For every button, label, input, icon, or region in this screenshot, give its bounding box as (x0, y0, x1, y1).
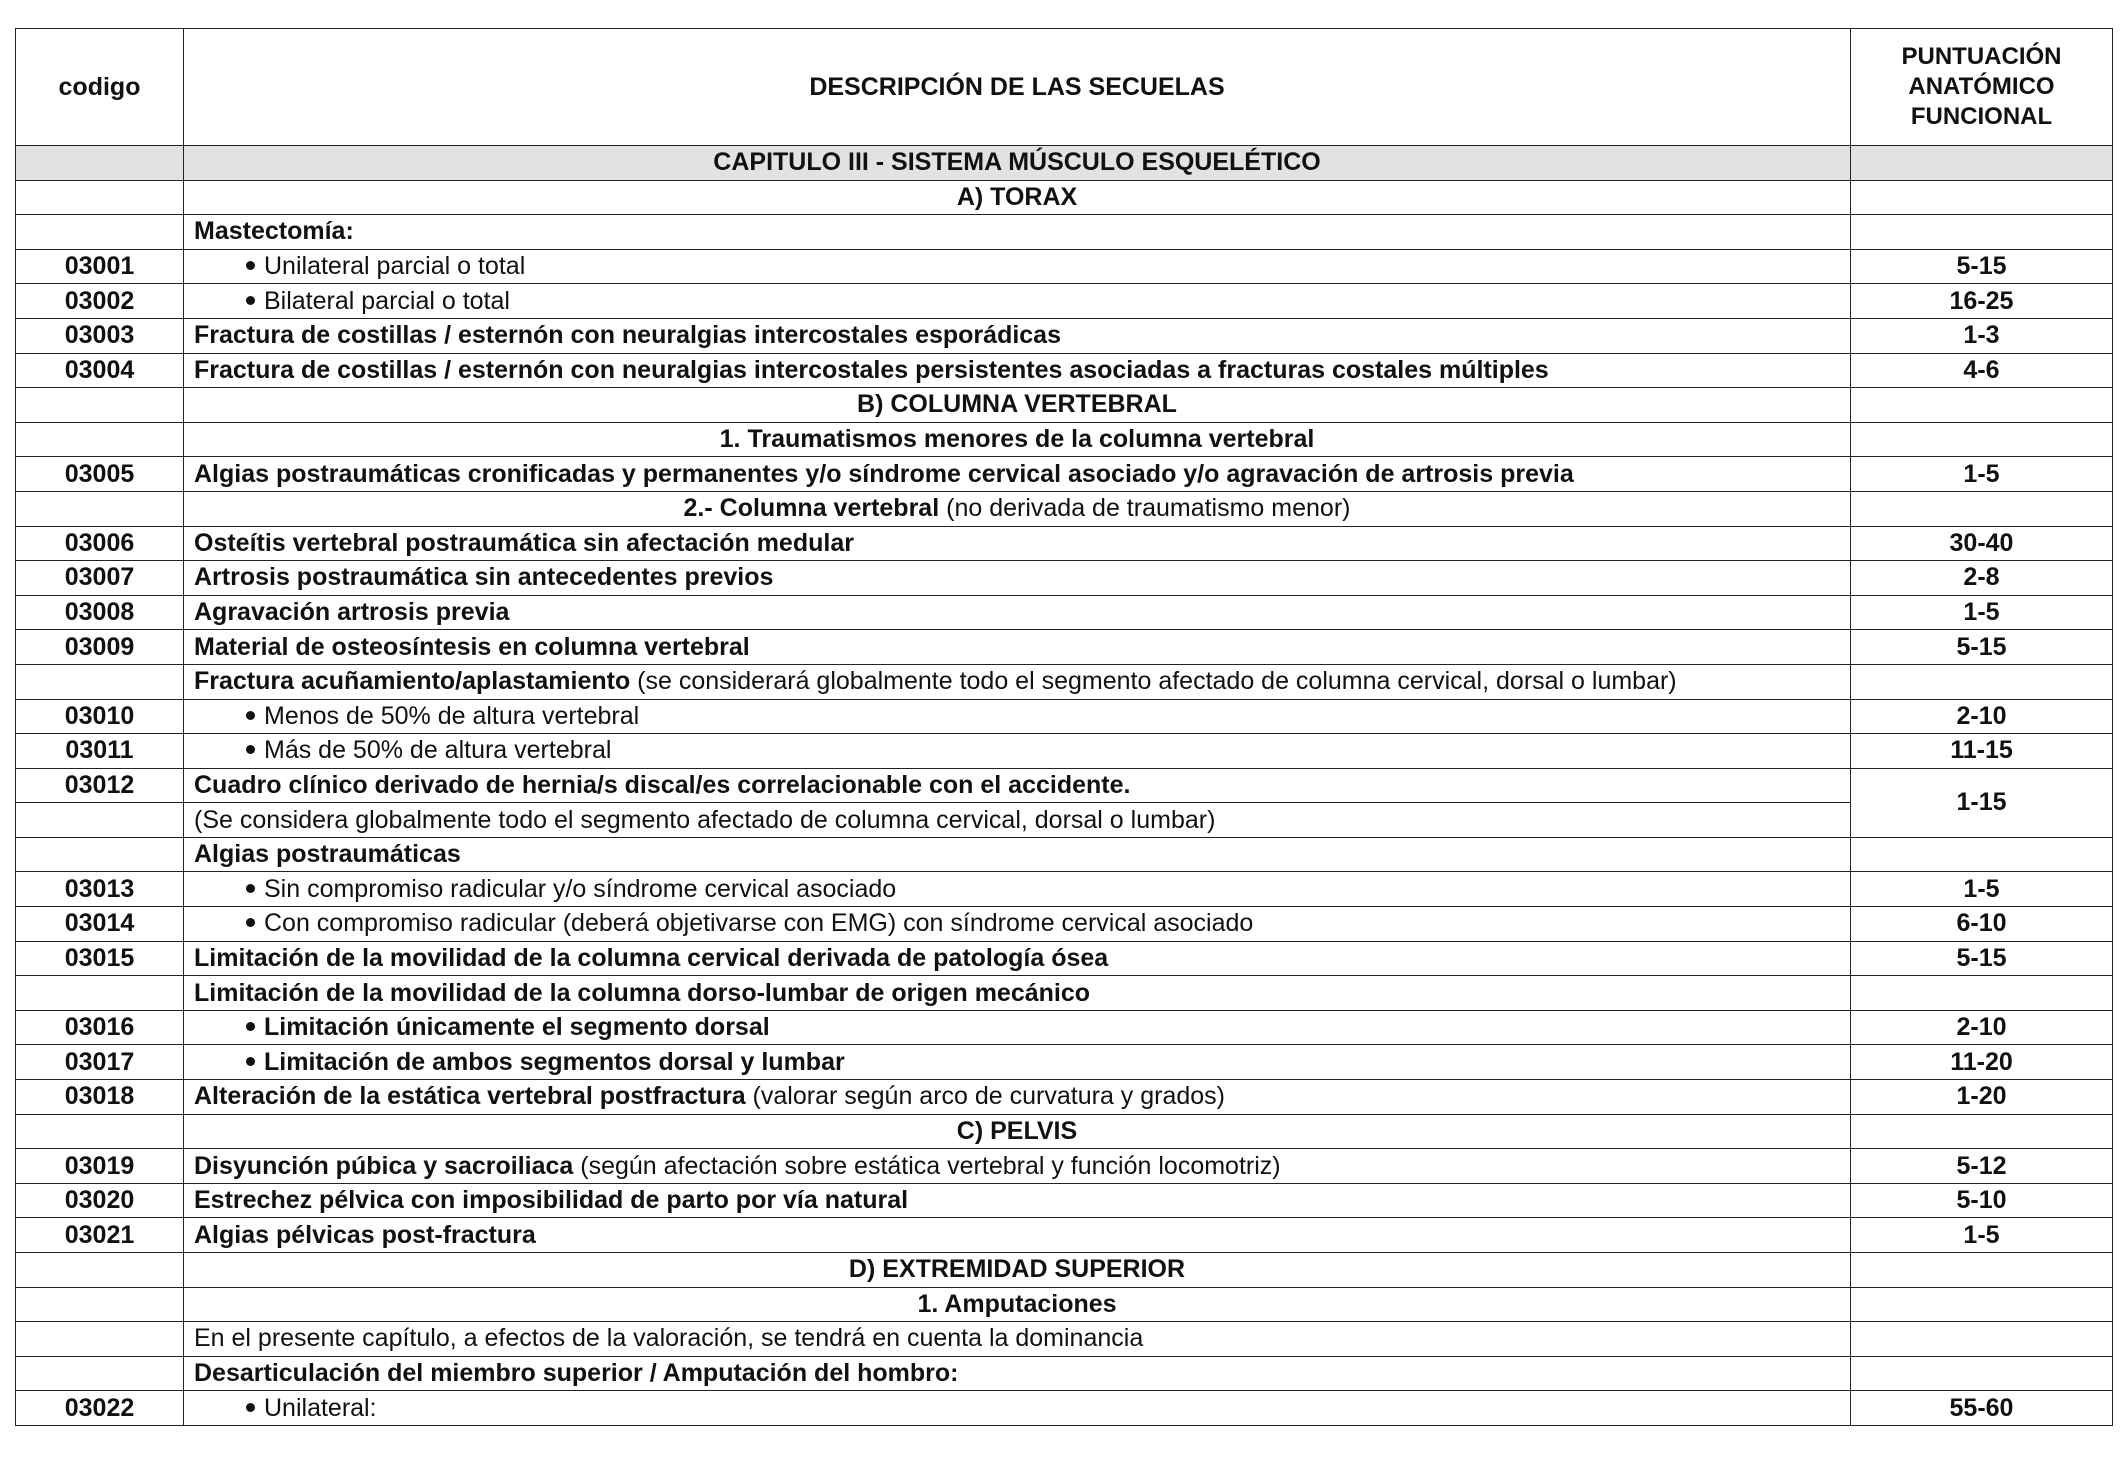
code-cell (16, 1287, 184, 1322)
header-descripcion: DESCRIPCIÓN DE LAS SECUELAS (184, 29, 1851, 146)
description-cell (184, 561, 1851, 596)
section-row (16, 1287, 2113, 1322)
description-cell (184, 664, 1851, 699)
code-cell: 03018 (16, 1080, 184, 1115)
points-cell: 2-10 (1851, 699, 2113, 734)
description-bold-text: Limitación de la movilidad de la columna dorso-lumbar de origen mecánico (194, 978, 1091, 1007)
points-cell (1851, 976, 2113, 1011)
points-cell: 6-10 (1851, 907, 2113, 942)
points-cell (1851, 146, 2113, 181)
description-cell (184, 1322, 1851, 1357)
description-cell (184, 1183, 1851, 1218)
code-cell: 03014 (16, 907, 184, 942)
table-row (16, 734, 2113, 769)
description-bold-text: Limitación de la movilidad de la columna cervical derivada de patología ósea (194, 943, 1109, 972)
description-text: Con compromiso radicular (deberá objetivarse con EMG) con síndrome cervical asociado (264, 909, 1254, 938)
description-bold-text: Fractura de costillas / esternón con neuralgias intercostales esporádicas (194, 321, 1061, 350)
description-bold-text: Fractura de costillas / esternón con neuralgias intercostales persistentes asociadas a fracturas costales múltiples (194, 355, 1549, 384)
points-cell (1851, 1114, 2113, 1149)
description-text: (valorar según arco de curvatura y grados) (745, 1082, 1226, 1111)
section-note: (no derivada de traumatismo menor) (939, 494, 1351, 523)
points-cell: 5-15 (1851, 941, 2113, 976)
description-cell (184, 526, 1851, 561)
points-cell (1851, 1287, 2113, 1322)
description-cell (184, 284, 1851, 319)
description-cell (184, 1356, 1851, 1391)
code-cell (16, 1114, 184, 1149)
bullet-icon (246, 711, 255, 720)
description-text: Más de 50% de altura vertebral (264, 736, 612, 765)
section-row (16, 1253, 2113, 1288)
code-cell (16, 388, 184, 423)
description-cell (184, 1218, 1851, 1253)
table-row (16, 1080, 2113, 1115)
description-cell (184, 1253, 1851, 1288)
description-cell (184, 976, 1851, 1011)
table-row (16, 353, 2113, 388)
points-cell: 1-5 (1851, 1218, 2113, 1253)
description-bold-text: Osteítis vertebral postraumática sin afectación medular (194, 528, 854, 557)
description-bold-text: Fractura acuñamiento/aplastamiento (194, 667, 631, 696)
points-cell: 55-60 (1851, 1391, 2113, 1426)
description-text: En el presente capítulo, a efectos de la valoración, se tendrá en cuenta la dominancia (194, 1324, 1144, 1353)
description-cell (184, 353, 1851, 388)
description-bold-text: Cuadro clínico derivado de hernia/s discal/es correlacionable con el accidente. (194, 770, 1131, 799)
code-cell (16, 491, 184, 526)
table-row (16, 907, 2113, 942)
points-cell (1851, 422, 2113, 457)
table-row (16, 215, 2113, 250)
points-cell: 5-15 (1851, 630, 2113, 665)
description-cell (184, 388, 1851, 423)
code-cell (16, 837, 184, 872)
description-text: (Se considera globalmente todo el segmento afectado de columna cervical, dorsal o lumbar) (194, 805, 1216, 834)
description-bold-text: Agravación artrosis previa (194, 598, 510, 627)
points-cell (1851, 1356, 2113, 1391)
code-cell: 03009 (16, 630, 184, 665)
code-cell: 03002 (16, 284, 184, 319)
description-cell (184, 941, 1851, 976)
description-text: Sin compromiso radicular y/o síndrome cervical asociado (264, 874, 897, 903)
description-bold-text: Mastectomía: (194, 217, 354, 246)
section-row (16, 180, 2113, 215)
description-cell (184, 318, 1851, 353)
description-cell (184, 1149, 1851, 1184)
description-bold-text: Disyunción púbica y sacroiliaca (194, 1151, 574, 1180)
code-cell: 03015 (16, 941, 184, 976)
description-text: Bilateral parcial o total (264, 286, 510, 315)
description-cell (184, 734, 1851, 769)
description-bold-text: Limitación de ambos segmentos dorsal y lumbar (264, 1047, 845, 1076)
section-row (16, 422, 2113, 457)
points-cell: 1-5 (1851, 457, 2113, 492)
section-title: 1. Traumatismos menores de la columna vertebral (719, 425, 1315, 454)
bullet-icon (246, 884, 255, 893)
description-bold-text: Limitación únicamente el segmento dorsal (264, 1013, 770, 1042)
points-cell (1851, 215, 2113, 250)
header-puntuacion-line3: FUNCIONAL (1910, 103, 2053, 130)
description-cell (184, 180, 1851, 215)
code-cell: 03021 (16, 1218, 184, 1253)
description-cell (184, 249, 1851, 284)
table-row (16, 768, 2113, 803)
code-cell: 03005 (16, 457, 184, 492)
bullet-icon (246, 261, 255, 270)
description-bold-text: Algias pélvicas post-fractura (194, 1220, 536, 1249)
code-cell: 03001 (16, 249, 184, 284)
section-title: 2.- Columna vertebral (683, 494, 940, 523)
table-row (16, 1356, 2113, 1391)
description-cell (184, 1391, 1851, 1426)
code-cell: 03003 (16, 318, 184, 353)
code-cell: 03022 (16, 1391, 184, 1426)
code-cell: 03013 (16, 872, 184, 907)
table-row (16, 457, 2113, 492)
bullet-icon (246, 918, 255, 927)
bullet-icon (246, 1057, 255, 1066)
table-row (16, 284, 2113, 319)
description-cell (184, 1045, 1851, 1080)
points-cell: 1-5 (1851, 595, 2113, 630)
description-bold-text: Algias postraumáticas cronificadas y permanentes y/o síndrome cervical asociado y/o agravación de artrosis previa (194, 459, 1574, 488)
description-cell (184, 803, 1851, 838)
header-puntuacion (1851, 29, 2113, 146)
description-cell (184, 215, 1851, 250)
points-cell: 4-6 (1851, 353, 2113, 388)
table-row (16, 1391, 2113, 1426)
section-title: B) COLUMNA VERTEBRAL (857, 390, 1177, 419)
header-codigo: codigo (16, 29, 184, 146)
code-cell: 03012 (16, 768, 184, 803)
description-bold-text: Algias postraumáticas (194, 840, 461, 869)
description-text: Menos de 50% de altura vertebral (264, 701, 640, 730)
code-cell: 03020 (16, 1183, 184, 1218)
code-cell: 03011 (16, 734, 184, 769)
secuelas-table (15, 28, 2113, 1426)
points-cell: 16-25 (1851, 284, 2113, 319)
bullet-icon (246, 1403, 255, 1412)
table-row (16, 1045, 2113, 1080)
table-row (16, 803, 2113, 838)
section-row (16, 388, 2113, 423)
table-row (16, 526, 2113, 561)
points-cell: 1-5 (1851, 872, 2113, 907)
points-cell: 30-40 (1851, 526, 2113, 561)
points-cell: 2-10 (1851, 1010, 2113, 1045)
description-cell (184, 1287, 1851, 1322)
description-cell (184, 422, 1851, 457)
section-row (16, 1114, 2113, 1149)
description-cell (184, 872, 1851, 907)
code-cell: 03004 (16, 353, 184, 388)
points-cell: 11-15 (1851, 734, 2113, 769)
points-cell (1851, 491, 2113, 526)
points-cell: 1-3 (1851, 318, 2113, 353)
section-row (16, 491, 2113, 526)
code-cell: 03006 (16, 526, 184, 561)
description-bold-text: Artrosis postraumática sin antecedentes previos (194, 563, 774, 592)
description-bold-text: Estrechez pélvica con imposibilidad de parto por vía natural (194, 1186, 909, 1215)
header-puntuacion-line2: ANATÓMICO (1908, 73, 2055, 100)
description-bold-text: Material de osteosíntesis en columna vertebral (194, 632, 750, 661)
section-title: D) EXTREMIDAD SUPERIOR (848, 1255, 1186, 1284)
code-cell: 03017 (16, 1045, 184, 1080)
code-cell: 03008 (16, 595, 184, 630)
code-cell: 03007 (16, 561, 184, 596)
description-cell (184, 630, 1851, 665)
code-cell (16, 180, 184, 215)
points-cell: 5-10 (1851, 1183, 2113, 1218)
table-row (16, 249, 2113, 284)
table-row (16, 976, 2113, 1011)
header-puntuacion-line1: PUNTUACIÓN (1901, 43, 2062, 70)
points-cell (1851, 1253, 2113, 1288)
description-text: (según afectación sobre estática vertebral y función locomotriz) (573, 1151, 1281, 1180)
description-bold-text: Alteración de la estática vertebral postfractura (194, 1082, 746, 1111)
section-title: A) TORAX (956, 182, 1078, 211)
description-text: Unilateral: (264, 1393, 377, 1422)
code-cell: 03010 (16, 699, 184, 734)
description-cell (184, 837, 1851, 872)
description-cell (184, 907, 1851, 942)
table-row (16, 1183, 2113, 1218)
points-cell (1851, 664, 2113, 699)
table-body (16, 146, 2113, 1426)
table-row (16, 664, 2113, 699)
points-cell: 5-12 (1851, 1149, 2113, 1184)
code-cell (16, 215, 184, 250)
code-cell (16, 803, 184, 838)
table-row (16, 630, 2113, 665)
points-cell: 11-20 (1851, 1045, 2113, 1080)
section-title: 1. Amputaciones (917, 1289, 1117, 1318)
points-cell: 2-8 (1851, 561, 2113, 596)
table-row (16, 941, 2113, 976)
description-text: (se considerará globalmente todo el segmento afectado de columna cervical, dorsal o lumbar) (630, 667, 1677, 696)
description-bold-text: Desarticulación del miembro superior / Amputación del hombro: (194, 1359, 959, 1388)
points-cell (1851, 180, 2113, 215)
bullet-icon (246, 296, 255, 305)
table-row (16, 872, 2113, 907)
table-row (16, 1149, 2113, 1184)
table-row (16, 318, 2113, 353)
bullet-icon (246, 745, 255, 754)
secuelas-document (15, 28, 2112, 1426)
table-header-row (16, 29, 2113, 146)
chapter-row (16, 146, 2113, 181)
table-row (16, 1010, 2113, 1045)
code-cell: 03016 (16, 1010, 184, 1045)
description-cell (184, 768, 1851, 803)
table-row (16, 837, 2113, 872)
description-cell (184, 457, 1851, 492)
description-cell (184, 146, 1851, 181)
table-row (16, 699, 2113, 734)
code-cell (16, 146, 184, 181)
description-cell (184, 1010, 1851, 1045)
table-row (16, 1218, 2113, 1253)
code-cell (16, 422, 184, 457)
table-row (16, 561, 2113, 596)
bullet-icon (246, 1022, 255, 1031)
description-cell (184, 491, 1851, 526)
points-cell (1851, 388, 2113, 423)
description-cell (184, 1080, 1851, 1115)
table-row (16, 595, 2113, 630)
table-row (16, 1322, 2113, 1357)
points-cell: 5-15 (1851, 249, 2113, 284)
points-cell: 1-20 (1851, 1080, 2113, 1115)
points-cell (1851, 1322, 2113, 1357)
code-cell (16, 664, 184, 699)
description-cell (184, 595, 1851, 630)
description-cell (184, 699, 1851, 734)
code-cell (16, 1322, 184, 1357)
code-cell (16, 1253, 184, 1288)
points-cell: 1-15 (1851, 768, 2113, 837)
code-cell (16, 1356, 184, 1391)
section-title: C) PELVIS (956, 1116, 1078, 1145)
description-cell (184, 1114, 1851, 1149)
code-cell: 03019 (16, 1149, 184, 1184)
points-cell (1851, 837, 2113, 872)
code-cell (16, 976, 184, 1011)
description-text: Unilateral parcial o total (264, 252, 526, 281)
chapter-title: CAPITULO III - SISTEMA MÚSCULO ESQUELÉTICO (713, 148, 1321, 177)
